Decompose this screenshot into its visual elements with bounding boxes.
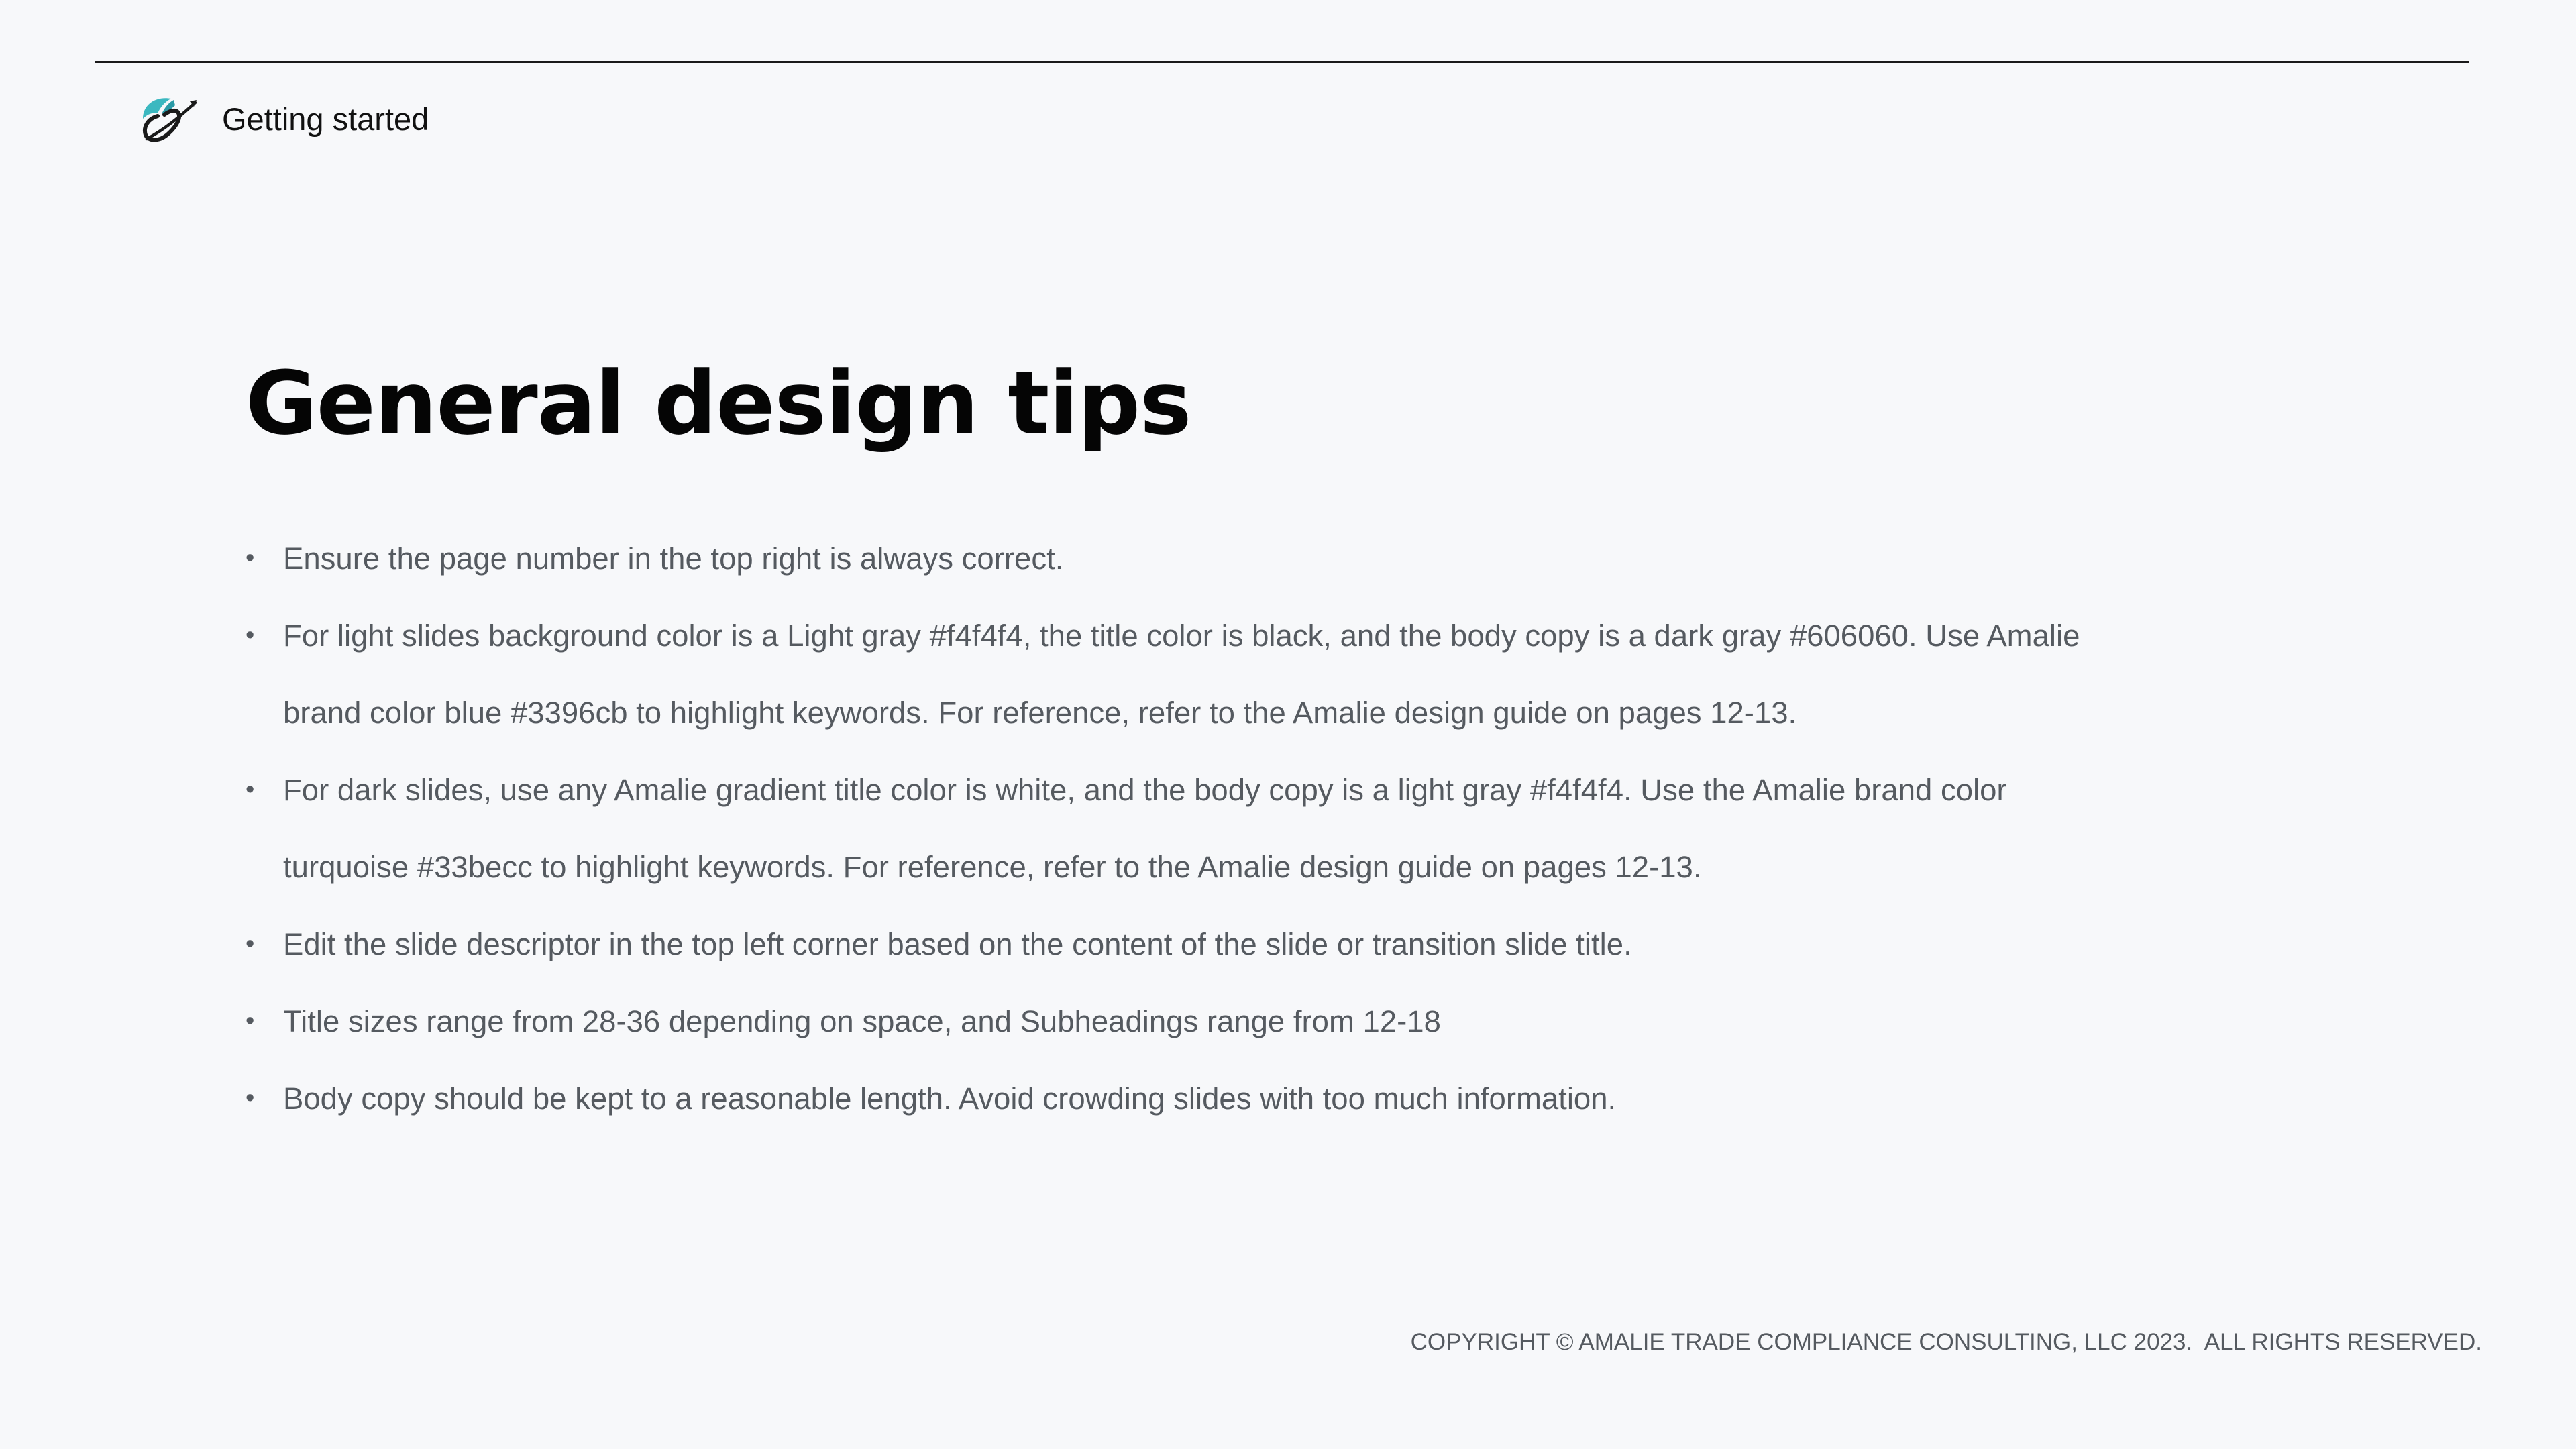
amalie-swoosh-logo-icon xyxy=(138,92,198,146)
tip-item: • Ensure the page number in the top right is always correct. xyxy=(246,520,2097,597)
slide-descriptor: Getting started xyxy=(222,101,429,137)
header-divider xyxy=(95,61,2469,63)
tip-item: • Body copy should be kept to a reasonable length. Avoid crowding slides with too much information. xyxy=(246,1060,2097,1137)
slide-header xyxy=(138,92,429,146)
tip-item: • Title sizes range from 28-36 depending on space, and Subheadings range from 12-18 xyxy=(246,983,2097,1060)
tip-item: • Edit the slide descriptor in the top left corner based on the content of the slide or transition slide title. xyxy=(246,906,2097,983)
tips-list xyxy=(246,520,2097,1137)
tip-item: • For light slides background color is a Light gray #f4f4f4, the title color is black, and the body copy is a dark gray #606060. Use Amalie brand color blue #3396cb to highlight keywords. For reference, refer to the Amalie design guide on pages 12-13. xyxy=(246,597,2097,751)
tip-item: • For dark slides, use any Amalie gradient title color is white, and the body copy is a light gray #f4f4f4. Use the Amalie brand color turquoise #33becc to highlight keywords. For reference, refer to the Amalie design guide on pages 12-13. xyxy=(246,751,2097,906)
slide-title: General design tips xyxy=(246,352,1191,454)
copyright-notice: COPYRIGHT © AMALIE TRADE COMPLIANCE CONSULTING, LLC 2023. ALL RIGHTS RESERVED. xyxy=(1410,1329,2482,1355)
